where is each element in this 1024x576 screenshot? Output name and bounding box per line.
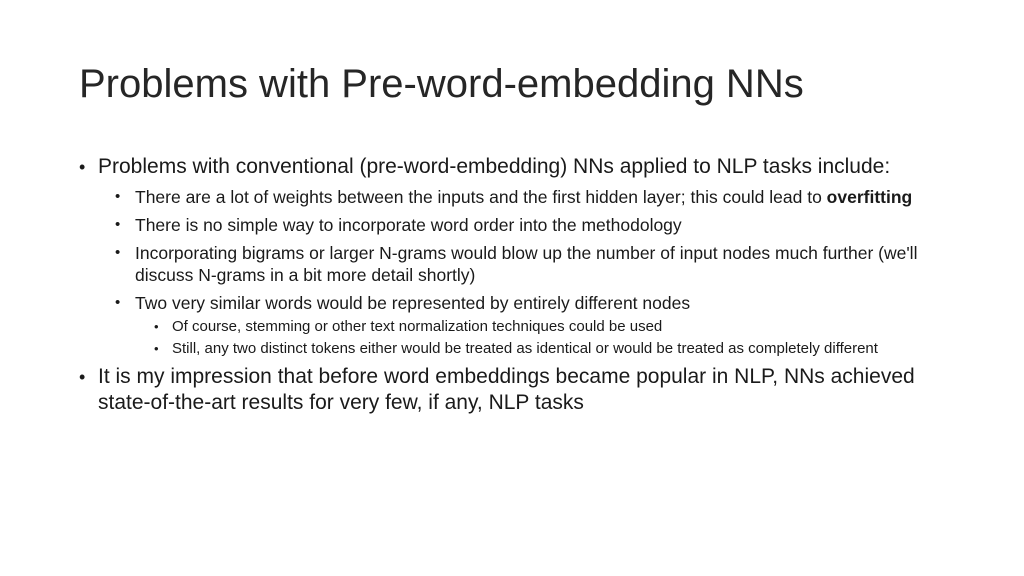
sub-bullet-item: [115, 214, 959, 236]
sub-sub-bullet-item: [154, 340, 959, 358]
bullet-text: Problems with conventional (pre-word-embedding) NNs applied to NLP tasks include:: [98, 155, 891, 178]
bullet-text: It is my impression that before word embeddings became popular in NLP, NNs achieved state-of-the-art results for very few, if any, NLP tasks: [98, 365, 915, 414]
slide-content: [79, 154, 959, 422]
sub-bullet-text: Incorporating bigrams or larger N-grams would blow up the number of input nodes much further (we'll discuss N-grams in a bit more detail shortly): [135, 243, 918, 285]
sub-sub-bullet-item: [154, 318, 959, 336]
bullet-icon: •: [115, 188, 121, 205]
bullet-icon: •: [115, 216, 121, 233]
sub-bullet-text: Two very similar words would be represented by entirely different nodes: [135, 293, 691, 313]
sub-bullet-item: [115, 242, 959, 286]
bullet-icon: •: [79, 157, 86, 177]
sub-sub-bullet-list: [135, 318, 959, 358]
bullet-list: [79, 154, 959, 416]
bullet-icon: •: [115, 294, 121, 311]
sub-bullet-text: There is no simple way to incorporate word order into the methodology: [135, 215, 682, 235]
sub-bullet-text: There are a lot of weights between the inputs and the first hidden layer; this could lead to: [135, 187, 827, 207]
emphasis-text: overfitting: [826, 187, 913, 207]
sub-sub-bullet-text: Of course, stemming or other text normalization techniques could be used: [172, 318, 663, 335]
sub-bullet-list: [98, 186, 959, 358]
bullet-icon: •: [154, 319, 159, 334]
bullet-icon: •: [79, 367, 86, 387]
sub-bullet-item: [115, 292, 959, 358]
sub-bullet-item: [115, 186, 959, 208]
bullet-icon: •: [115, 244, 121, 261]
slide-title: Problems with Pre-word-embedding NNs: [79, 62, 804, 106]
sub-sub-bullet-text: Still, any two distinct tokens either would be treated as identical or would be treated as completely different: [172, 340, 878, 357]
bullet-icon: •: [154, 341, 159, 356]
bullet-item: [79, 154, 959, 358]
bullet-item: [79, 364, 959, 416]
